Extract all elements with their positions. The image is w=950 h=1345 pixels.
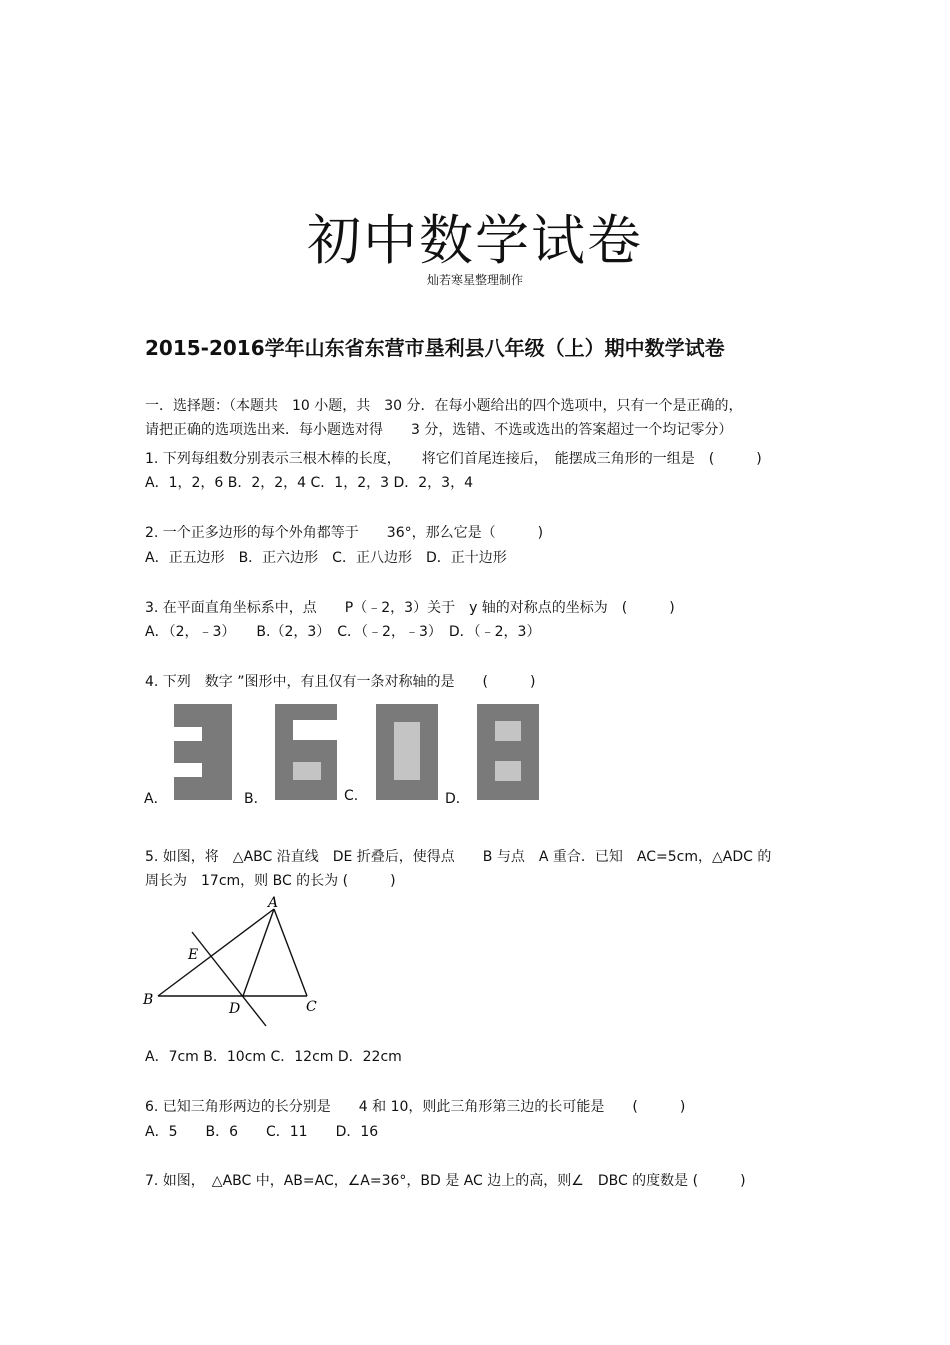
point-e-label: E: [188, 947, 199, 963]
document-title: 初中数学试卷: [307, 209, 643, 272]
document-subtitle: 灿若寒星整理制作: [426, 273, 523, 287]
digit-6-figure: [275, 704, 337, 800]
question-4-digit-figures: [144, 700, 564, 805]
exam-title: 2015-2016学年山东省东营市垦利县八年级（上）期中数学试卷: [145, 336, 725, 360]
question-6-stem: 6. 已知三角形两边的长分别是 4 和 10，则此三角形第三边的长可能是 ( ): [145, 1099, 686, 1115]
question-4-stem: 4. 下列 数字 ”图形中，有且仅有一条对称轴的是 ( ): [145, 674, 536, 690]
digit-8-figure: [477, 704, 539, 800]
question-6-options: A．5 B．6 C．11 D．16: [145, 1124, 379, 1140]
question-5-triangle-figure: [140, 895, 340, 1039]
option-d-label: D．: [445, 791, 470, 807]
question-2-stem: 2. 一个正多边形的每个外角都等于 36°，那么它是（ ): [145, 525, 544, 541]
option-c-label: C.: [344, 788, 359, 804]
question-7-stem: 7. 如图， △ABC 中，AB=AC，∠A=36°，BD 是 AC 边上的高，则∠ DBC 的度数是 ( ): [145, 1173, 746, 1189]
question-1-options: A．1，2，6 B．2，2，4 C．1，2，3 D．2，3，4: [145, 475, 473, 491]
section-instructions-line1: 一．选择题：（本题共 10 小题，共 30 分．在每小题给出的四个选项中，只有一个是正确的，: [145, 398, 743, 414]
digit-3-figure: [174, 704, 232, 800]
question-1-stem: 1. 下列每组数分别表示三根木棒的长度， 将它们首尾连接后， 能摆成三角形的一组是 ( ): [145, 451, 762, 467]
question-5-stem-line2: 周长为 17cm，则 BC 的长为 ( ): [145, 873, 396, 889]
question-3-options: A．（2，﹣3） B.（2，3） C．（﹣2，﹣3） D．（﹣2，3）: [145, 624, 541, 640]
digit-0-figure: [376, 704, 438, 800]
point-a-label: A: [268, 895, 279, 911]
point-d-label: D: [229, 1001, 241, 1017]
question-2-options: A．正五边形 B．正六边形 C．正八边形 D．正十边形: [145, 550, 507, 566]
question-5-stem-line1: 5. 如图，将 △ABC 沿直线 DE 折叠后，使得点 B 与点 A 重合．已知 AC=5cm，△ADC 的: [145, 849, 772, 865]
point-b-label: B: [143, 992, 154, 1008]
option-b-label: B．: [244, 791, 268, 807]
point-c-label: C: [306, 999, 317, 1015]
question-3-stem: 3. 在平面直角坐标系中，点 P（﹣2，3）关于 y 轴的对称点的坐标为 ( ): [145, 600, 675, 616]
section-instructions-line2: 请把正确的选项选出来．每小题选对得 3 分，选错、不选或选出的答案超过一个均记零分）: [145, 422, 733, 438]
option-a-label: A．: [144, 791, 168, 807]
question-5-options: A．7cm B．10cm C．12cm D．22cm: [145, 1049, 402, 1065]
